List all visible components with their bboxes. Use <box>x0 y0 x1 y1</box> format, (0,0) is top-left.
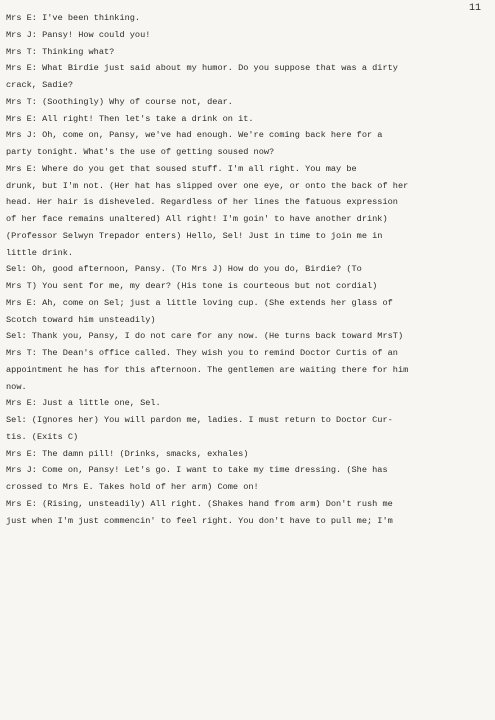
script-line: crossed to Mrs E. Takes hold of her arm) Come on! <box>6 482 259 492</box>
script-line: Mrs T: Thinking what? <box>6 46 115 57</box>
script-line: (Professor Selwyn Trepador enters) Hello, Sel! Just in time to join me in <box>6 230 383 241</box>
script-line: Sel: Oh, good afternoon, Pansy. (To Mrs J) How do you do, Birdie? (To <box>6 264 362 275</box>
script-line: crack, Sadie? <box>6 80 74 90</box>
script-line: Mrs E: Just a little one, Sel. <box>6 398 161 409</box>
script-line: appointment he has for this afternoon. The gentlemen are waiting there for him <box>6 364 409 375</box>
script-line: Mrs E: The damn pill! (Drinks, smacks, exhales) <box>6 448 249 459</box>
script-line: Mrs J: Pansy! How could you! <box>6 29 151 40</box>
script-body <box>6 10 487 529</box>
script-line: Sel: Thank you, Pansy, I do not care for any now. (He turns back toward MrsT) <box>6 331 404 342</box>
script-line: Mrs J: Oh, come on, Pansy, we've had enough. We're coming back here for a <box>6 130 383 141</box>
script-line: Scotch toward him unsteadily) <box>6 314 156 325</box>
script-line: tis. (Exits C) <box>6 431 79 442</box>
script-line: just when I'm just commencin' to feel right. You don't have to pull me; I'm <box>6 515 393 526</box>
script-line: now. <box>6 381 27 392</box>
script-line: head. Her hair is disheveled. Regardless of her lines the fatuous expression <box>6 197 398 208</box>
script-line: Mrs E: All right! Then let's take a drink on it. <box>6 113 254 124</box>
script-line: of her face remains unaltered) All right! I'm goin' to have another drink) <box>6 214 388 224</box>
script-line: little drink. <box>6 247 74 258</box>
script-line: Mrs T: (Soothingly) Why of course not, dear. <box>6 96 233 107</box>
script-line: Mrs E: I've been thinking. <box>6 13 141 23</box>
script-line: Mrs T) You sent for me, my dear? (His tone is courteous but not cordial) <box>6 281 378 291</box>
script-line: Mrs E: Ah, come on Sel; just a little loving cup. (She extends her glass of <box>6 297 393 308</box>
page-number: 11 <box>468 3 481 14</box>
script-line: Sel: (Ignores her) You will pardon me, ladies. I must return to Doctor Cur- <box>6 415 393 425</box>
script-line: Mrs E: What Birdie just said about my humor. Do you suppose that was a dirty <box>6 63 398 74</box>
script-line: Mrs E: (Rising, unsteadily) All right. (Shakes hand from arm) Don't rush me <box>6 498 393 509</box>
script-line: drunk, but I'm not. (Her hat has slipped over one eye, or onto the back of her <box>6 180 409 191</box>
script-line: Mrs J: Come on, Pansy! Let's go. I want to take my time dressing. (She has <box>6 465 388 476</box>
script-line: Mrs T: The Dean's office called. They wish you to remind Doctor Curtis of an <box>6 348 398 358</box>
script-line: party tonight. What's the use of getting soused now? <box>6 147 275 157</box>
script-line: Mrs E: Where do you get that soused stuff. I'm all right. You may be <box>6 163 357 174</box>
